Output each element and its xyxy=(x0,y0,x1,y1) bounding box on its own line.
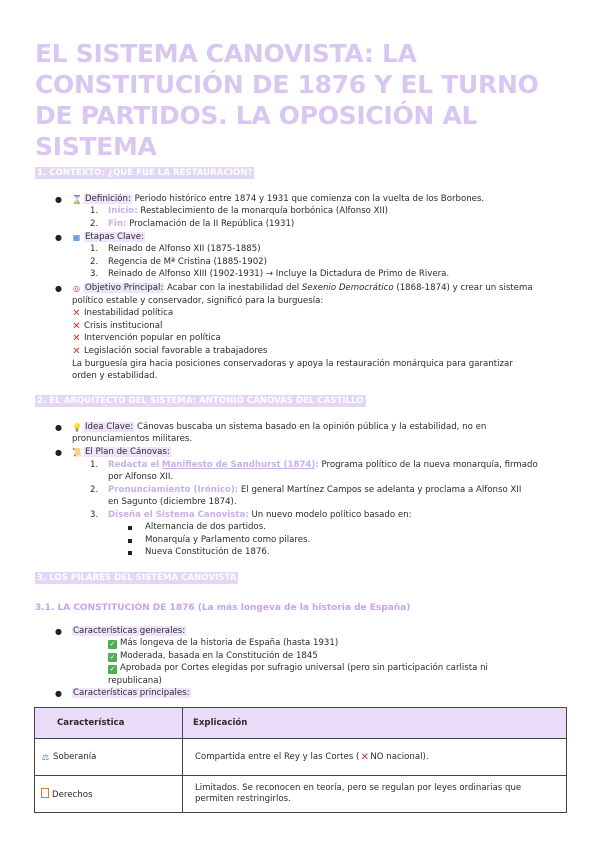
calendar-icon: ▦ xyxy=(72,233,81,242)
gen-item xyxy=(108,650,318,662)
problem-item xyxy=(72,307,173,319)
table-cell xyxy=(35,776,183,813)
principal-label: Características principales: xyxy=(73,688,190,698)
check-icon: ✓ xyxy=(109,665,116,673)
etapas-label: Etapas Clave: xyxy=(85,232,144,242)
sub-item: Alternancia de dos partidos. xyxy=(145,522,266,532)
idea-line xyxy=(72,421,486,433)
sub-item: Monarquía y Parlamento como pilares. xyxy=(145,535,311,545)
plan-label: El Plan de Cánovas: xyxy=(85,447,170,457)
plan-item-text-cont: por Alfonso XII. xyxy=(108,472,174,482)
page-title: EL SISTEMA CANOVISTA: LA CONSTITUCIÓN DE 1876 Y EL TURNO DE PARTIDOS. LA OPOSICIÓN AL SISTEMA xyxy=(35,39,539,161)
plan-item-label: Pronunciamiento (Irónico): xyxy=(108,485,239,495)
row-text: Limitados. Se reconocen en teoría, pero se regulan por leyes ordinarias que xyxy=(195,783,522,793)
problem-item xyxy=(72,320,162,332)
objetivo-text-cont: político estable y conservador, significó para la burguesía: xyxy=(72,296,324,306)
problem-item xyxy=(72,332,221,344)
table-cell xyxy=(35,739,183,776)
inicio-text: Restablecimiento de la monarquía borbónica (Alfonso XII) xyxy=(140,206,388,216)
cross-icon: ✕ xyxy=(72,333,81,344)
inicio-label: Inicio: xyxy=(108,206,138,216)
table-header-cell: Característica xyxy=(35,708,183,739)
plan-item-label: Diseña el Sistema Canovista: xyxy=(108,510,249,520)
document-page: EL SISTEMA CANOVISTA: LA CONSTITUCIÓN DE 1876 Y EL TURNO DE PARTIDOS. LA OPOSICIÓN AL SISTEMA 1. CONTEXTO: ¿QUÉ FUE LA RESTAURACIÓN? ● ⌛ Definición: Periodo histórico entre 1874 y 1931 que comienza con la vuelta de los Borbones. 1. Inicio: Restablecimiento de la monarquía borbónica (Alfonso XII) 2. Fin: Proclamación de la II República (1931) ● ▦ Etapas Clave: 1. Reinado de Alfonso XII (1875-1885) 2. Regencia de Mª Cristina (1885-1902) 3. Reinado de Alfonso XIII (1902-1931) → Incluye la Dictadura de Primo de Rivera. ● ◎ Objetivo Principal: Acabar con la inestabilidad del Sexenio Democrático (1868-1874) y crear un sistema político estable y conservador, significó para la burguesía: ✕ Inestabilidad política ✕ Crisis institucional ✕ Intervención popular en política ✕ Legislación social favorable a trabajadores La burguesía gira hacia posiciones conservadoras y apoya la restauración monárquica para garantizar orden y estabilidad. 2. EL ARQUITECTO DEL SISTEMA: ANTONIO CÁNOVAS DEL CASTILLO ● 💡 Idea Clave: Cánovas buscaba un sistema basado en la opinión pública y la estabilidad, no en pronunciamientos militares. ● 📜 El Plan de Cánovas: 1. Redacta el Manifiesto de Sandhurst (1874): Programa político de la nueva monarquía, firmado por Alfonso XII. 2. Pronunciamiento (Irónico): El general Martínez Campos se adelanta y proclama a Alfonso XII en Sagunto (diciembre 1874). 3. Diseña el Sistema Canovista: Un nuevo modelo político basado en: Alternancia de dos partidos. Monarquía y Parlamento como pilares. Nueva Constitución de 1876. 3. LOS PILARES DEL SISTEMA CANOVISTA 3.1. LA CONSTITUCIÓN DE 1876 (La más longeva de la historia de España) ● Características generales: ✓ Más longeva de la historia de España (hasta 1931) ✓ Moderada, basada en la Constitución de 1845 ✓ Aprobada por Cortes elegidas por sufragio universal (pero sin participación carlista ni republicana) ● Características principales: Característica Explicación ⚖ Soberanía Compartida entre el Rey y las Cortes (✕NO nacional). Derechos Limitados. Se reconocen en teoría, pero se regulan por leyes ordinarias que permiten restringirlos. xyxy=(0,0,600,848)
idea-text: Cánovas buscaba un sistema basado en la opinión pública y la estabilidad, no en xyxy=(136,422,487,432)
sub-item: Nueva Constitución de 1876. xyxy=(145,547,270,557)
problem-text: Inestabilidad política xyxy=(84,308,174,318)
gen-item-text: Moderada, basada en la Constitución de 1845 xyxy=(120,651,318,661)
plan-item-text: Un nuevo modelo político basado en: xyxy=(251,510,412,520)
cross-icon: ✕ xyxy=(72,346,81,357)
prin-label-line xyxy=(72,687,191,699)
row-name: Soberanía xyxy=(53,752,97,762)
gen-item-text: Aprobada por Cortes elegidas por sufragio universal (pero sin participación carlista ni xyxy=(120,663,488,673)
row-text: permiten restringirlos. xyxy=(195,794,291,804)
sexenio-term: Sexenio Democrático xyxy=(301,283,394,293)
scroll-icon: 📜 xyxy=(72,448,82,457)
bullet-dot: ● xyxy=(55,233,62,242)
gen-label-line xyxy=(72,625,186,637)
square-bullet xyxy=(128,551,132,555)
bullet-dot: ● xyxy=(55,689,62,698)
cross-icon: ✕ xyxy=(360,752,370,763)
etapas-line xyxy=(72,231,145,243)
cross-icon: ✕ xyxy=(72,321,81,332)
row-text: NO nacional). xyxy=(370,752,429,762)
row-text: Compartida entre el Rey y las Cortes ( xyxy=(195,752,360,762)
fin-text: Proclamación de la II República (1931) xyxy=(129,219,295,229)
plan-item-text: Programa político de la nueva monarquía, firmado xyxy=(321,460,538,470)
scales-icon: ⚖ xyxy=(41,753,50,762)
hourglass-icon: ⌛ xyxy=(72,195,82,204)
plan-item-3 xyxy=(108,509,411,521)
plan-item-2 xyxy=(108,484,521,496)
objetivo-line xyxy=(72,282,533,294)
plan-item-text-cont: en Sagunto (diciembre 1874). xyxy=(108,497,237,507)
objetivo-text: (1868-1874) y crear un sistema xyxy=(396,283,533,293)
table-cell xyxy=(183,776,567,813)
general-label: Características generales: xyxy=(73,626,186,636)
characteristics-table xyxy=(34,707,567,813)
subsection-3-1-heading: 3.1. LA CONSTITUCIÓN DE 1876 (La más longeva de la historia de España) xyxy=(35,603,411,613)
inicio-line xyxy=(108,205,388,217)
cross-icon: ✕ xyxy=(72,308,81,319)
definition-label: Definición: xyxy=(85,194,131,204)
gen-item xyxy=(108,637,338,649)
bullet-dot: ● xyxy=(55,195,62,204)
target-icon: ◎ xyxy=(73,284,80,293)
definition-text: Periodo histórico entre 1874 y 1931 que comienza con la vuelta de los Borbones. xyxy=(134,194,485,204)
plan-item-text: El general Martínez Campos se adelanta y proclama a Alfonso XII xyxy=(240,485,522,495)
table-row xyxy=(35,739,567,776)
idea-label: Idea Clave: xyxy=(85,422,134,432)
problem-item xyxy=(72,345,267,357)
check-icon: ✓ xyxy=(109,653,116,661)
closing-text: orden y estabilidad. xyxy=(72,371,158,381)
etapa-item: Reinado de Alfonso XIII (1902-1931) → Incluye la Dictadura de Primo de Rivera. xyxy=(108,269,450,279)
document-icon xyxy=(41,788,49,798)
objetivo-label: Objetivo Principal: xyxy=(85,283,164,293)
closing-text: La burguesía gira hacia posiciones conservadoras y apoya la restauración monárquica para garantizar xyxy=(72,359,513,369)
plan-item-label: Redacta el xyxy=(108,460,160,470)
square-bullet xyxy=(128,526,132,530)
check-icon: ✓ xyxy=(109,640,116,648)
idea-text-cont: pronunciamientos militares. xyxy=(72,434,193,444)
problem-text: Legislación social favorable a trabajadores xyxy=(84,346,268,356)
gen-item xyxy=(108,662,488,674)
section-1-heading: 1. CONTEXTO: ¿QUÉ FUE LA RESTAURACIÓN? xyxy=(37,168,253,178)
lightbulb-icon: 💡 xyxy=(72,423,82,432)
objetivo-text: Acabar con la inestabilidad del xyxy=(166,283,300,293)
bullet-dot: ● xyxy=(55,284,62,293)
bullet-dot: ● xyxy=(55,448,62,457)
table-header-cell: Explicación xyxy=(183,708,567,739)
sandhurst-link[interactable]: Manifiesto de Sandhurst (1874) xyxy=(161,460,316,470)
definition-line xyxy=(72,193,484,205)
etapa-item: Regencia de Mª Cristina (1885-1902) xyxy=(108,257,267,267)
bullet-dot: ● xyxy=(55,423,62,432)
gen-item-text-cont: republicana) xyxy=(108,676,162,686)
plan-line xyxy=(72,446,171,458)
square-bullet xyxy=(128,539,132,543)
gen-item-text: Más longeva de la historia de España (hasta 1931) xyxy=(120,638,339,648)
problem-text: Intervención popular en política xyxy=(84,333,221,343)
problem-text: Crisis institucional xyxy=(84,321,163,331)
fin-line xyxy=(108,218,294,230)
bullet-dot: ● xyxy=(55,627,62,636)
fin-label: Fin: xyxy=(108,219,127,229)
table-header-row xyxy=(35,708,567,739)
section-2-heading: 2. EL ARQUITECTO DEL SISTEMA: ANTONIO CÁNOVAS DEL CASTILLO xyxy=(37,396,364,406)
row-name: Derechos xyxy=(52,790,93,800)
etapa-item: Reinado de Alfonso XII (1875-1885) xyxy=(108,244,261,254)
section-3-heading: 3. LOS PILARES DEL SISTEMA CANOVISTA xyxy=(37,573,237,583)
table-cell xyxy=(183,739,567,776)
table-row xyxy=(35,776,567,813)
plan-item-1: Redacta el Manifiesto de Sandhurst (1874): Programa político de la nueva monarquía, firmado xyxy=(108,460,538,470)
